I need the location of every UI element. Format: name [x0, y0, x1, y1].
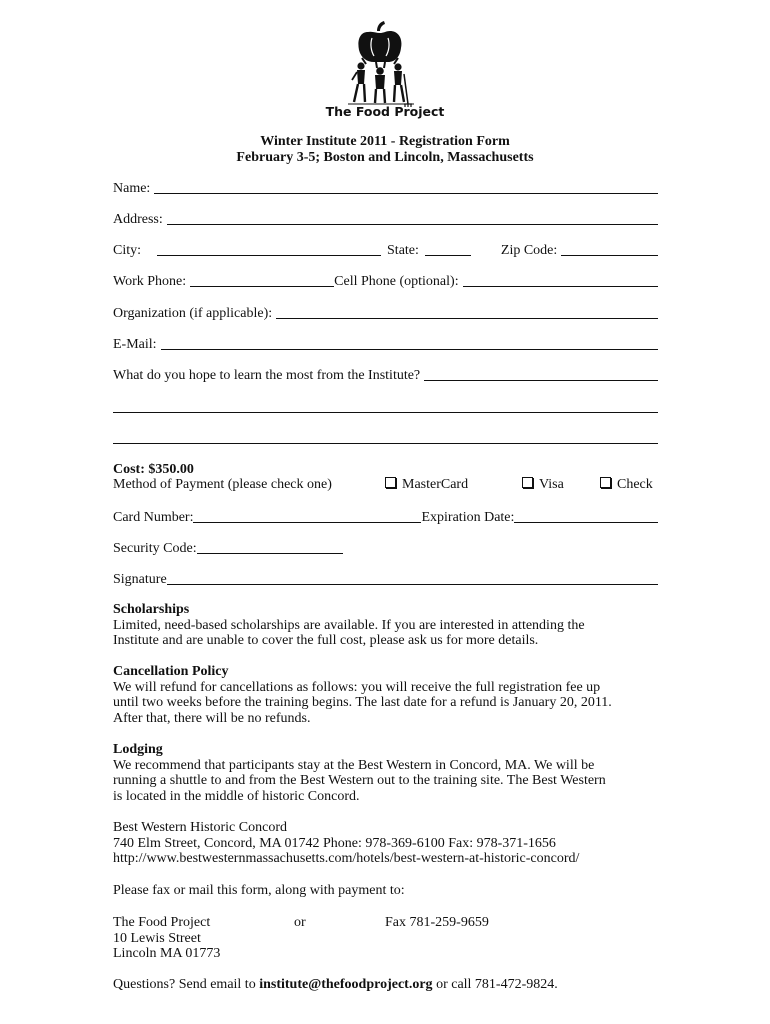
- work-phone-field[interactable]: [190, 273, 334, 287]
- questions-email-link[interactable]: institute@thefoodproject.org: [259, 977, 433, 992]
- address-field[interactable]: [167, 211, 658, 225]
- card-row: [113, 508, 658, 526]
- name-field[interactable]: [154, 180, 658, 194]
- phone-row: [113, 272, 658, 290]
- mastercard-option[interactable]: [385, 477, 468, 493]
- mailing-or: or: [294, 915, 306, 930]
- state-label: State:: [387, 243, 419, 258]
- hope-extra-line-1[interactable]: [113, 412, 658, 413]
- scholarships-line-1: Limited, need-based scholarships are available. If you are interested in attending the: [113, 617, 585, 633]
- mastercard-checkbox[interactable]: [385, 477, 396, 488]
- cell-phone-label: Cell Phone (optional):: [334, 274, 459, 289]
- visa-label: Visa: [539, 477, 564, 492]
- address-label: Address:: [113, 212, 163, 227]
- mailing-address-line-1: The Food Project: [113, 915, 211, 930]
- hotel-address: 740 Elm Street, Concord, MA 01742 Phone: 978-369-6100 Fax: 978-371-1656: [113, 835, 556, 851]
- cell-phone-field[interactable]: [463, 273, 658, 287]
- signature-label: Signature: [113, 572, 167, 587]
- zip-label: Zip Code:: [500, 243, 558, 258]
- visa-checkbox[interactable]: [522, 477, 533, 488]
- scholarships-section: [113, 602, 658, 649]
- city-field[interactable]: [157, 242, 381, 256]
- signature-field[interactable]: [167, 571, 658, 585]
- security-code-label: Security Code:: [113, 541, 197, 556]
- hope-extra-line-2[interactable]: [113, 443, 658, 444]
- lodging-heading: Lodging: [113, 742, 163, 757]
- organization-field[interactable]: [276, 305, 658, 319]
- organization-row: [113, 304, 658, 322]
- card-number-label: Card Number:: [113, 510, 194, 525]
- questions-line: [113, 977, 558, 993]
- security-code-field[interactable]: [197, 540, 343, 554]
- form-dates: February 3-5; Boston and Lincoln, Massachusetts: [236, 150, 534, 165]
- cancellation-heading: Cancellation Policy: [113, 664, 229, 679]
- org-name: The Food Project: [325, 104, 445, 119]
- name-row: [113, 179, 658, 197]
- scholarships-line-2: Institute and are unable to cover the full cost, please ask us for more details.: [113, 633, 539, 649]
- scholarships-heading: Scholarships: [113, 602, 190, 617]
- questions-prefix: Questions? Send email to: [113, 977, 260, 992]
- state-field[interactable]: [425, 242, 471, 256]
- card-number-field[interactable]: [193, 509, 421, 523]
- mastercard-label: MasterCard: [402, 477, 469, 492]
- cancellation-line-1: We will refund for cancellations as follows: you will receive the full registration fee up: [113, 679, 601, 695]
- city-label: City:: [113, 243, 142, 258]
- expiration-field[interactable]: [514, 509, 658, 523]
- work-phone-label: Work Phone:: [113, 274, 187, 289]
- zip-field[interactable]: [561, 242, 658, 256]
- mailing-intro: Please fax or mail this form, along with payment to:: [113, 883, 405, 898]
- mailing-fax: Fax 781-259-9659: [385, 915, 489, 930]
- email-field[interactable]: [161, 336, 658, 350]
- organization-label: Organization (if applicable):: [113, 306, 273, 321]
- hope-label: What do you hope to learn the most from the Institute?: [113, 368, 421, 383]
- cancellation-line-2: until two weeks before the training begins. The last date for a refund is January 20, 2011.: [113, 695, 612, 711]
- lodging-line-3: is located in the middle of historic Concord.: [113, 788, 360, 804]
- hotel-name: Best Western Historic Concord: [113, 820, 287, 835]
- hope-row: [113, 366, 658, 384]
- form-title: Winter Institute 2011 - Registration Form: [260, 134, 510, 149]
- mailing-address-line-2: 10 Lewis Street: [113, 930, 201, 946]
- lodging-line-2: running a shuttle to and from the Best Western out to the training site. The Best Western: [113, 773, 606, 789]
- name-label: Name:: [113, 181, 151, 196]
- lodging-line-1: We recommend that participants stay at the Best Western in Concord, MA. We will be: [113, 757, 595, 773]
- city-state-zip-row: [113, 241, 658, 259]
- food-project-logo: [330, 18, 430, 108]
- signature-row: [113, 570, 658, 588]
- cancellation-section: [113, 664, 658, 726]
- hope-field[interactable]: [424, 367, 658, 381]
- cost-label: Cost: $350.00: [113, 462, 194, 477]
- payment-method-label: Method of Payment (please check one): [113, 477, 332, 492]
- questions-suffix: or call 781-472-9824.: [432, 977, 558, 992]
- mailing-address: [113, 915, 313, 962]
- cancellation-line-3: After that, there will be no refunds.: [113, 710, 311, 726]
- email-label: E-Mail:: [113, 337, 157, 352]
- security-row: [113, 539, 658, 557]
- email-row: [113, 335, 658, 353]
- visa-option[interactable]: [522, 477, 564, 493]
- check-checkbox[interactable]: [600, 477, 611, 488]
- expiration-label: Expiration Date:: [421, 510, 515, 525]
- hotel-details: [113, 820, 658, 867]
- mailing-address-line-3: Lincoln MA 01773: [113, 946, 221, 962]
- check-option[interactable]: [600, 477, 653, 493]
- hotel-url[interactable]: http://www.bestwesternmassachusetts.com/hotels/best-western-at-historic-concord/: [113, 851, 580, 867]
- check-label: Check: [617, 477, 653, 492]
- address-row: [113, 210, 658, 228]
- lodging-section: [113, 742, 658, 804]
